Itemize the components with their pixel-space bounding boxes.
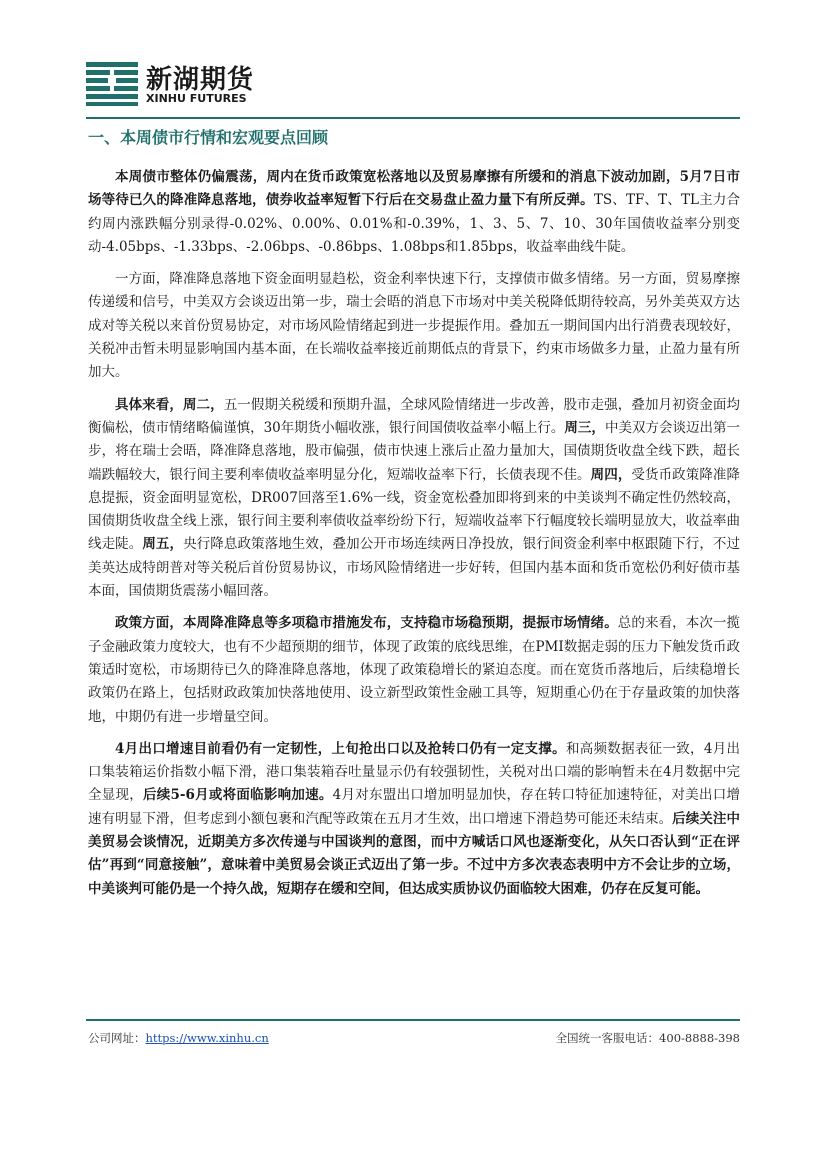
body-paragraph bbox=[88, 738, 740, 901]
paragraph-text: 总的来看，本次一揽子金融政策力度较大，也有不少超预期的细节，体现了政策的底线思维，在PMI数据走弱的压力下触发货币政策适时宽松，市场期待已久的降准降息落地，体现了政策稳增长的紧迫态度。而在宽货币落地后，后续稳增长政策仍在路上，包括财政政策加快落地使用、设立新型政策性金融工具等，短期重心仍在于存量政策的加快落地，中期仍有进一步增量空间。 bbox=[88, 615, 741, 725]
website-label: 公司网址： bbox=[88, 1031, 146, 1045]
paragraph-text: 五一假期关税缓和预期升温，全球风险情绪进一步改善，股市走强，叠加月初资金面均衡偏松，债市情绪略偏谨慎，30年期货小幅收涨，银行间国债收益率小幅上行。 bbox=[88, 396, 741, 436]
emphasis-text: 本周债市整体仍偏震荡，周内在货币政策宽松落地以及贸易摩擦有所缓和的消息下波动加剧，5月7日市场等待已久的降准降息落地，债券收益率短暂下行后在交易盘止盈力量下有所反弹。 bbox=[88, 169, 740, 209]
paragraph-text: 受货币政策降准降息提振，资金面明显宽松，DR007回落至1.6%一线，资金宽松叠加即将到来的中美谈判不确定性仍然较高，国债期货收盘全线上涨，银行间主要利率债收益率纷纷下行，短端收益率下行幅度较长端明显放大，收益率曲线走陡。 bbox=[88, 466, 741, 553]
paragraph-text: 央行降息政策落地生效，叠加公开市场连续两日净投放，银行间资金利率中枢跟随下行，不过美英达成特朗普对等关税后首份贸易协议，市场风险情绪进一步好转，但国内基本面和货币宽松仍利好债市基本面，国债期货震荡小幅回落。 bbox=[88, 536, 741, 600]
report-body bbox=[88, 166, 740, 910]
emphasis-text: 政策方面，本周降准降息等多项稳市措施发布，支持稳市场稳预期，提振市场情绪。 bbox=[115, 615, 618, 632]
body-paragraph bbox=[88, 394, 740, 604]
paragraph-text: 一方面，降准降息落地下资金面明显趋松，资金利率快速下行，支撑债市做多情绪。另一方面，贸易摩擦传递缓和信号，中美双方会谈迈出第一步，瑞士会晤的消息下市场对中美关税降低期待较高，另外美英双方达成对等关税以来首份贸易协定，对市场风险情绪起到进一步提振作用。叠加五一期间国内出行消费表现较好，关税冲击暂未明显影响国内基本面，在长端收益率接近前期低点的背景下，约束市场做多力量，止盈力量有所加大。 bbox=[88, 271, 740, 381]
emphasis-text: 4月出口增速目前看仍有一定韧性，上旬抢出口以及抢转口仍有一定支撑。 bbox=[115, 740, 566, 757]
body-paragraph bbox=[88, 612, 740, 728]
emphasis-text: 具体来看，周二， bbox=[115, 396, 224, 413]
xinhu-logo-mark-icon bbox=[86, 62, 138, 106]
emphasis-text: 周四， bbox=[590, 466, 632, 483]
paragraph-text: TS、TF、T、TL主力合约周内涨跌幅分别录得-0.02%、0.00%、0.01%和-0.39%，1、3、5、7、10、30年国债收益率分别变动-4.05bps、-1.33bps、-2.06bps、-0.86bps、1.08bps和1.85bps，收益率曲线牛陡。 bbox=[88, 192, 741, 255]
paragraph-text: 中美双方会谈迈出第一步，将在瑞士会晤，降准降息落地，股市偏强，债市快速上涨后止盈力量加大，国债期货收盘全线下跌，超长端跌幅较大，银行间主要利率债收益率明显分化，短端收益率下行，长债表现不佳。 bbox=[88, 419, 741, 483]
brand-name-cn: 新湖期货 bbox=[146, 65, 255, 95]
footer-website bbox=[88, 1030, 269, 1046]
emphasis-text: 后续5-6月或将面临影响加速。 bbox=[143, 787, 333, 804]
emphasis-text: 周五， bbox=[142, 536, 184, 553]
emphasis-text: 后续关注中美贸易会谈情况，近期美方多次传递与中国谈判的意图，而中方喊话口风也逐渐变化，从矢口否认到“正在评估”再到“同意接触”，意味着中美贸易会谈正式迈出了第一步。不过中方多次表态表明中方不会让步的立场，中美谈判可能仍是一个持久战，短期存在缓和空间，但达成实质协议仍面临较大困难，仍存在反复可能。 bbox=[88, 810, 741, 897]
emphasis-text: 周三， bbox=[564, 419, 605, 436]
body-paragraph bbox=[88, 268, 740, 384]
brand-name-en: XINHU FUTURES bbox=[146, 92, 247, 105]
header-divider bbox=[86, 117, 740, 119]
footer-divider bbox=[86, 1019, 740, 1021]
paragraph-text: 4月对东盟出口增加明显加快，存在转口特征加速特征，对美出口增速有明显下滑，但考虑到小额包裹和汽配等政策在五月才生效，出口增速下滑趋势可能还未结束。 bbox=[88, 787, 741, 827]
website-link[interactable]: https://www.xinhu.cn bbox=[145, 1031, 269, 1045]
footer-hotline: 全国统一客服电话：400-8888-398 bbox=[555, 1031, 740, 1045]
section-title: 一、本周债市行情和宏观要点回顾 bbox=[88, 128, 329, 147]
body-paragraph bbox=[88, 166, 740, 259]
paragraph-text: 和高频数据表征一致，4月出口集装箱运价指数小幅下滑，港口集装箱吞吐量显示仍有较强韧性，关税对出口端的影响暂未在4月数据中完全显现， bbox=[88, 740, 740, 804]
company-logo bbox=[86, 62, 276, 108]
